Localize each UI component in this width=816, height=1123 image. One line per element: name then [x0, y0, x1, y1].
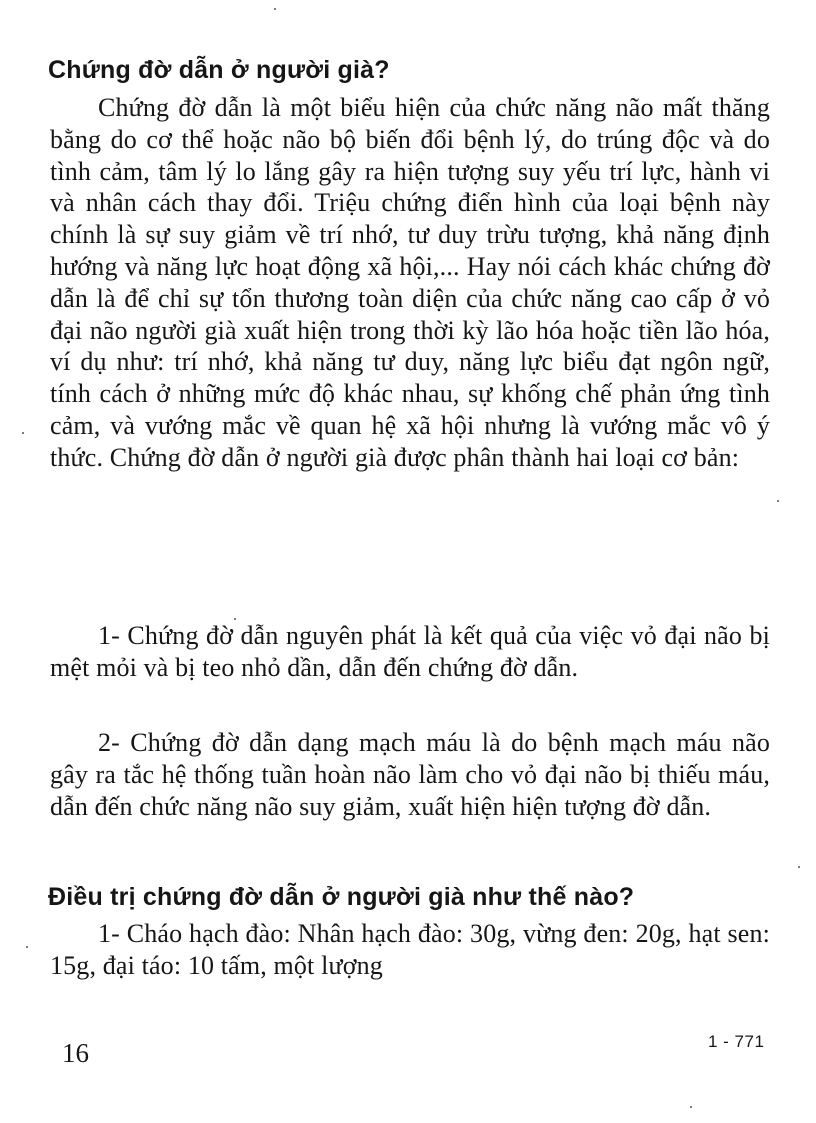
scan-speck [274, 8, 276, 10]
scan-speck [22, 432, 24, 434]
scan-speck [234, 618, 236, 620]
paragraph-type-vascular: 2- Chứng đờ dẫn dạng mạch máu là do bệnh mạch máu não gây ra tắc hệ thống tuần hoàn não làm cho vỏ đại não bị thiếu máu, dẫn đến chức năng não suy giảm, xuất hiện hiện tượng đờ dẫn. [50, 728, 770, 821]
paragraph-definition: Chứng đờ dẫn là một biểu hiện của chức năng não mất thăng bằng do cơ thể hoặc não bộ biến đổi bệnh lý, do trúng độc và do tình cảm, tâm lý lo lắng gây ra hiện tượng suy yếu trí lực, hành vi và nhân cách thay đổi. Triệu chứng điển hình của loại bệnh này chính là sự suy giảm về trí nhớ, tư duy trừu tượng, khả năng định hướng và năng lực hoạt động xã hội,... Hay nói cách khác chứng đờ dẫn là để chỉ sự tổn thương toàn diện của chức năng cao cấp ở vỏ đại não người già xuất hiện trong thời kỳ lão hóa hoặc tiền lão hóa, ví dụ như: trí nhớ, khả năng tư duy, năng lực biểu đạt ngôn ngữ, tính cách ở những mức độ khác nhau, sự khống chế phản ứng tình cảm, và vướng mắc về quan hệ xã hội nhưng là vướng mắc vô ý thức. Chứng đờ dẫn ở người già được phân thành hai loại cơ bản: [50, 93, 770, 472]
paragraph-walnut-porridge: 1- Cháo hạch đào: Nhân hạch đào: 30g, vừng đen: 20g, hạt sen: 15g, đại táo: 10 tấm, một lượng [50, 919, 770, 980]
section-heading-treatment: Điều trị chứng đờ dẫn ở người già như thế nào? [48, 883, 635, 911]
scan-speck [690, 1106, 692, 1108]
scan-speck [777, 500, 779, 502]
section-heading-dementia: Chứng đờ dẫn ở người già? [48, 56, 390, 84]
scan-speck [798, 866, 800, 868]
sheet-code: 1 - 771 [708, 1032, 765, 1051]
paragraph-type-primary: 1- Chứng đờ dẫn nguyên phát là kết quả của việc vỏ đại não bị mệt mỏi và bị teo nhỏ dần, dẫn đến chứng đờ dẫn. [50, 621, 770, 682]
scan-speck [26, 946, 28, 948]
page-number: 16 [62, 1038, 89, 1068]
